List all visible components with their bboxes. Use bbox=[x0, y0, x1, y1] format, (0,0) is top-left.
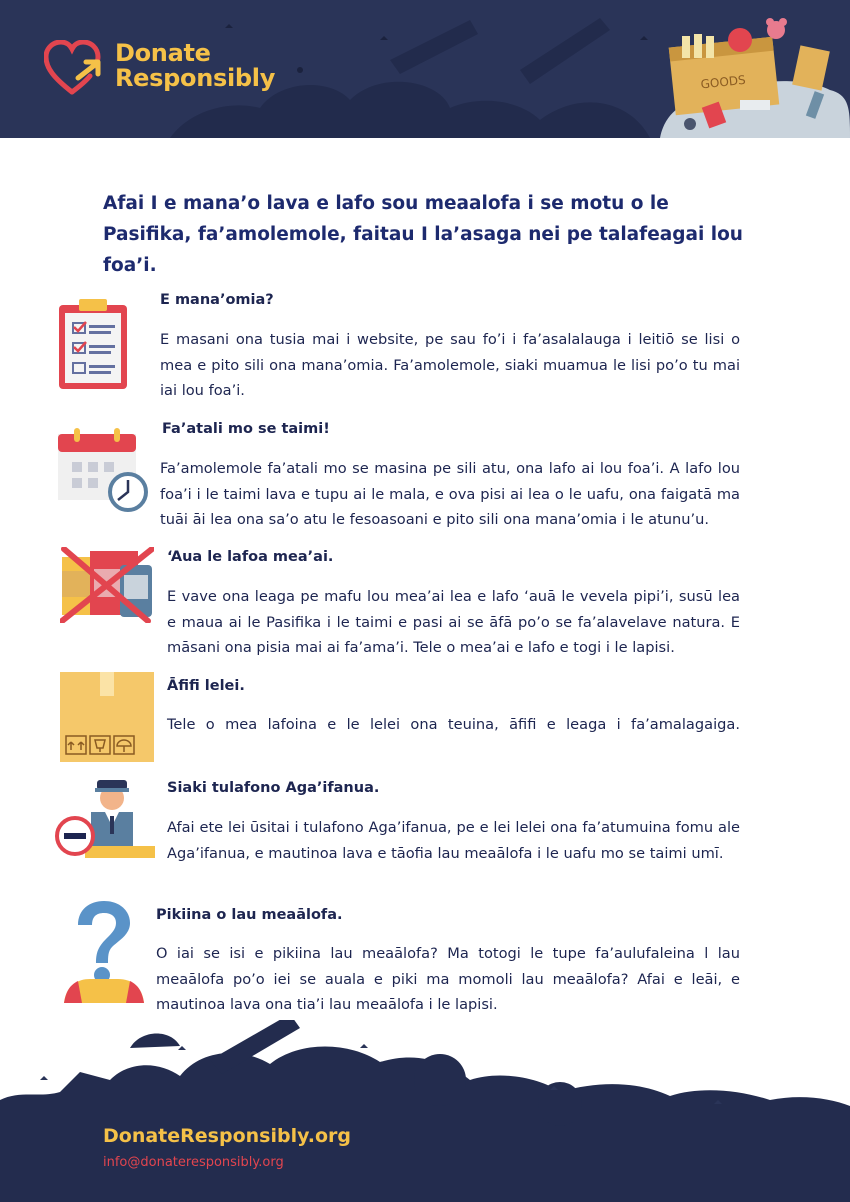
donate-heart-logo-icon bbox=[44, 40, 106, 96]
brand-name-line2: Responsibly bbox=[115, 64, 276, 92]
header-banner bbox=[0, 0, 850, 138]
brand-wordmark bbox=[115, 41, 275, 91]
footer-website[interactable]: DonateResponsibly.org bbox=[103, 1125, 351, 1147]
section-title-wait: Fa’atali mo se taimi! bbox=[162, 421, 330, 437]
section-title-pickup: Pikiina o lau meaālofa. bbox=[156, 907, 343, 923]
section-body-no-food: E vave ona leaga pe mafu lou mea’ai lea e lafo ‘auā le vevela pipi’i, susū lea e maua ai le Pasifika i le taimi e pasi ai se āfā po’o se fa’alavelave natura. E māsani ona pisia mai ai fa’ama’i. Tele o mea’ai e lafo e togi i le lapisi. bbox=[167, 588, 740, 657]
intro-heading: Afai I e mana’o lava e lafo sou meaalofa i se motu o le Pasifika, fa’amolemole, faitau I la’asaga nei pe talafeagai lou foa’i. bbox=[103, 193, 743, 276]
section-title-package: Āfifi lelei. bbox=[167, 678, 245, 694]
section-title-customs: Siaki tulafono Aga’ifanua. bbox=[167, 780, 380, 796]
svg-text:GOODS: GOODS bbox=[700, 72, 747, 92]
footer-rubbish-pile-illustration bbox=[0, 1020, 850, 1202]
customs-officer-icon bbox=[55, 776, 155, 860]
question-person-icon bbox=[64, 901, 144, 1003]
section-title-needed: E mana’omia? bbox=[160, 292, 274, 308]
section-body-customs: Afai ete lei ūsitai i tulafono Aga’ifanua, pe e lei lelei ona fa’atumuina fomu ale Aga’ifanua, e mautinoa lava e tāofia lau meaālofa i le uafu mo se taimi umī. bbox=[167, 819, 740, 862]
no-food-icon bbox=[60, 547, 154, 623]
calendar-clock-icon bbox=[58, 428, 150, 516]
section-body-wait: Fa’amolemole fa’atali mo se masina pe sili atu, ona lafo ai lou foa’i. A lafo lou foa’i i le taimi lava e tupu ai le mala, e ova pisi ai lea o le uafu, ona faigatā ma tuāi āi lea ona sa’o atu le fesoasoani e pito sili ona mana’omia i le atunu’u. bbox=[160, 460, 740, 529]
cardboard-box-icon bbox=[60, 672, 154, 762]
brand-name-line1: Donate bbox=[115, 39, 211, 67]
section-body-pickup: O iai se isi e pikiina lau meaālofa? Ma totogi le tupe fa’aulufaleina l lau meaālofa po’o iei se auala e piki ma momoli lau meaālofa? Afai e leāi, e mautinoa lava ona tia’i lau meaālofa i le lapisi. bbox=[156, 945, 740, 1014]
section-body-needed: E masani ona tusia mai i website, pe sau fo’i i fa’asalalauga i leitiō se lisi o mea e pito sili ona mana’omia. Fa’amolemole, siaki muamua le lisi po’o tu mai iai lou foa’i. bbox=[160, 331, 740, 400]
clipboard-checklist-icon bbox=[59, 297, 127, 389]
footer-email[interactable]: info@donateresponsibly.org bbox=[103, 1155, 284, 1170]
section-title-no-food: ‘Aua le lafoa mea’ai. bbox=[167, 549, 334, 565]
section-body-package: Tele o mea lafoina e le lelei ona teuina, āfifi e leaga i fa’amalagaiga. bbox=[167, 716, 740, 733]
